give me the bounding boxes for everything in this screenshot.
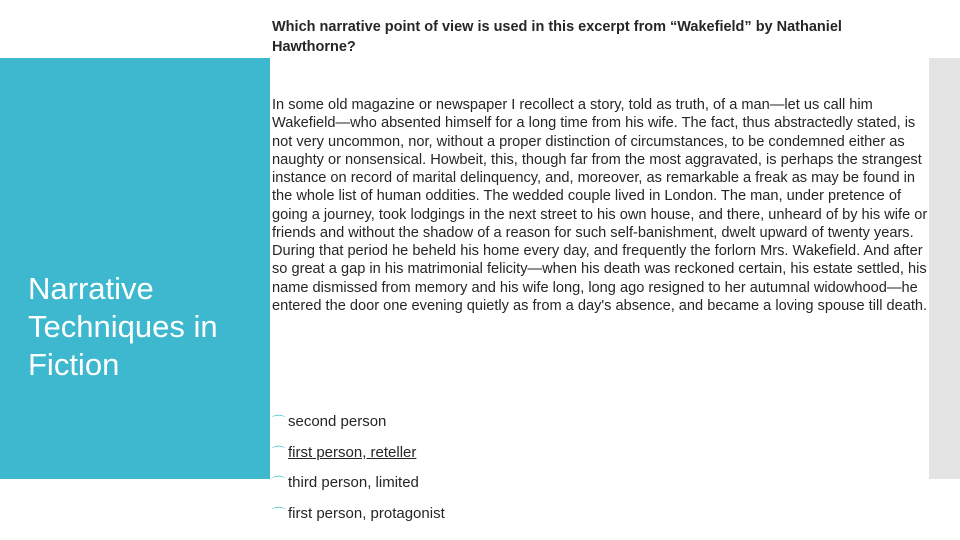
question-text: Which narrative point of view is used in this excerpt from “Wakefield” by Nathaniel Hawthorne? (272, 19, 842, 55)
curved-arrow-bullet-icon: ⌒ (272, 505, 286, 521)
decorative-side-band (929, 58, 960, 479)
option-label: second person (288, 413, 387, 431)
curved-arrow-bullet-icon: ⌒ (272, 475, 286, 491)
option-label: third person, limited (288, 474, 419, 492)
option-label: first person, reteller (288, 443, 417, 461)
answer-option-second-person[interactable] (272, 407, 672, 438)
answer-option-third-person-limited[interactable] (272, 468, 672, 499)
answer-options (272, 407, 672, 529)
excerpt-passage: In some old magazine or newspaper I recollect a story, told as truth, of a man—let us call him Wakefield—who absented himself for a long time from his wife. The fact, thus abstractedly stated, is not very uncommon, nor, without a proper distinction of circumstances, to be condemned either as naughty or nonsensical. Howbeit, this, though far from the most aggravated, is perhaps the strangest instance on record of marital delinquency, and, moreover, as remarkable a freak as may be found in the whole list of human oddities. The wedded couple lived in London. The man, under pretence of going a journey, took lodgings in the next street to his own house, and there, unheard of by his wife or friends and without the shadow of a reason for such self-banishment, dwelt upward of twenty years. During that period he beheld his home every day, and frequently the forlorn Mrs. Wakefield. And after so great a gap in his matrimonial felicity—when his death was reckoned certain, his estate settled, his name dismissed from memory and his wife long, long ago resigned to her autumnal widowhood—he entered the door one evening quietly as from a day's absence, and became a loving spouse till death. (272, 97, 928, 314)
option-label: first person, protagonist (288, 504, 445, 522)
answer-option-first-person-protagonist[interactable] (272, 499, 672, 530)
answer-option-first-person-reteller[interactable] (272, 438, 672, 469)
curved-arrow-bullet-icon: ⌒ (272, 444, 286, 460)
slide-title: Narrative Techniques in Fiction (28, 271, 218, 382)
curved-arrow-bullet-icon: ⌒ (272, 414, 286, 430)
title-sidebar (0, 58, 270, 479)
